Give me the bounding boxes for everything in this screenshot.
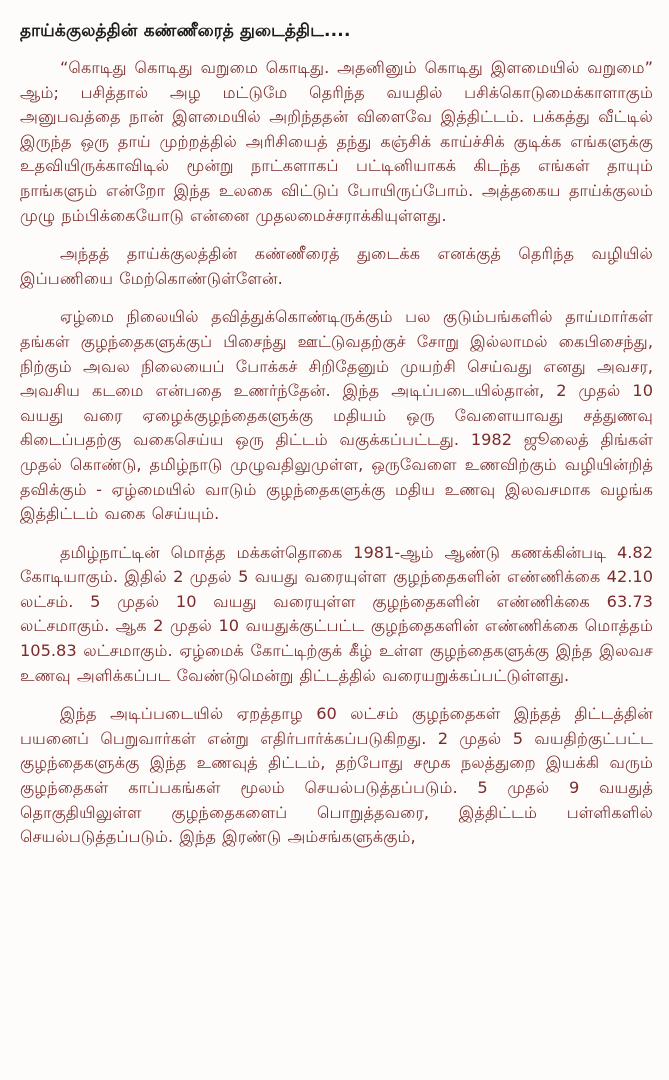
- page-heading: தாய்க்குலத்தின் கண்ணீரைத் துடைத்திட....: [20, 21, 351, 41]
- paragraph: அந்தத் தாய்க்குலத்தின் கண்ணீரைத் துடைக்க எனக்குத் தெரிந்த வழியில் இப்பணியை மேற்கொண்டுள்ளேன்.: [20, 244, 653, 288]
- paragraph: “கொடிது கொடிது வறுமை கொடிது. அதனினும் கொடிது இளமையில் வறுமை” ஆம்; பசித்தால் அழ மட்டுமே தெரிந்த வயதில் பசிக்கொடுமைக்காளாகும் அனுபவத்தை நான் இளமையில் அறிந்ததன் விளைவே இத்திட்டம். பக்கத்து வீட்டில் இருந்த ஒரு தாய் முற்றத்தில் அரிசியைத் தந்து கஞ்சிக் காய்ச்சிக் குடிக்க எங்களுக்கு உதவியிருக்காவிடில் மூன்று நாட்களாகப் பட்டினியாகக் கிடந்த எங்கள் தாயும் நாங்களும் என்றோ இந்த உலகை விட்டுப் போயிருப்போம். அத்தகைய தாய்க்குலம் முழு நம்பிக்கையோடு என்னை முதலமைச்சராக்கியுள்ளது.: [20, 58, 653, 225]
- paragraph: இந்த அடிப்படையில் ஏறத்தாழ 60 லட்சம் குழந்தைகள் இந்தத் திட்டத்தின் பயனைப் பெறுவார்கள் என்று எதிர்பார்க்கப்படுகிறது. 2 முதல் 5 வயதிற்குட்பட்ட குழந்தைகளுக்கு இந்த உணவுத் திட்டம், தற்போது சமூக நலத்துறை இயக்கி வரும் குழந்தைகள் காப்பகங்கள் மூலம் செயல்படுத்தப்படும். 5 முதல் 9 வயதுத் தொகுதியிலுள்ள குழந்தைகளைப் பொறுத்தவரை, இத்திட்டம் பள்ளிகளில் செயல்படுத்தப்படும். இந்த இரண்டு அம்சங்களுக்கும்,: [20, 704, 653, 847]
- paragraph: தமிழ்நாட்டின் மொத்த மக்கள்தொகை 1981-ஆம் ஆண்டு கணக்கின்படி 4.82 கோடியாகும். இதில் 2 முதல் 5 வயது வரையுள்ள குழந்தைகளின் எண்ணிக்கை 42.10 லட்சம். 5 முதல் 10 வயது வரையுள்ள குழந்தைகளின் எண்ணிக்கை 63.73 லட்சமாகும். ஆக 2 முதல் 10 வயதுக்குட்பட்ட குழந்தைகளின் எண்ணிக்கை மொத்தம் 105.83 லட்சமாகும். ஏழ்மைக் கோட்டிற்குக் கீழ் உள்ள குழந்தைகளுக்கு இந்த இலவச உணவு அளிக்கப்பட வேண்டுமென்று திட்டத்தில் வரையறுக்கப்பட்டுள்ளது.: [20, 542, 653, 685]
- paragraph: ஏழ்மை நிலையில் தவித்துக்கொண்டிருக்கும் பல குடும்பங்களில் தாய்மார்கள் தங்கள் குழந்தைகளுக்குப் பிசைந்து ஊட்டுவதற்குச் சோறு இல்லாமல் கைபிசைந்து, நிற்கும் அவல நிலையைப் போக்கச் சிறிதேனும் முயற்சி செய்வது எனது அவசர, அவசிய கடமை என்பதை உணர்ந்தேன். இந்த அடிப்படையில்தான், 2 முதல் 10 வயது வரை ஏழைக்குழந்தைகளுக்கு மதியம் ஒரு வேளையாவது சத்துணவு கிடைப்பதற்கு வகைசெய்ய ஒரு திட்டம் வகுக்கப்பட்டது. 1982 ஜூலைத் திங்கள் முதல் கொண்டு, தமிழ்நாடு முழுவதிலுமுள்ள, ஒருவேளை உணவிற்கும் வழியின்றித் தவிக்கும் - ஏழ்மையில் வாடும் குழந்தைகளுக்கு மதிய உணவு இலவசமாக வழங்க இத்திட்டம் வகை செய்யும்.: [20, 307, 653, 524]
